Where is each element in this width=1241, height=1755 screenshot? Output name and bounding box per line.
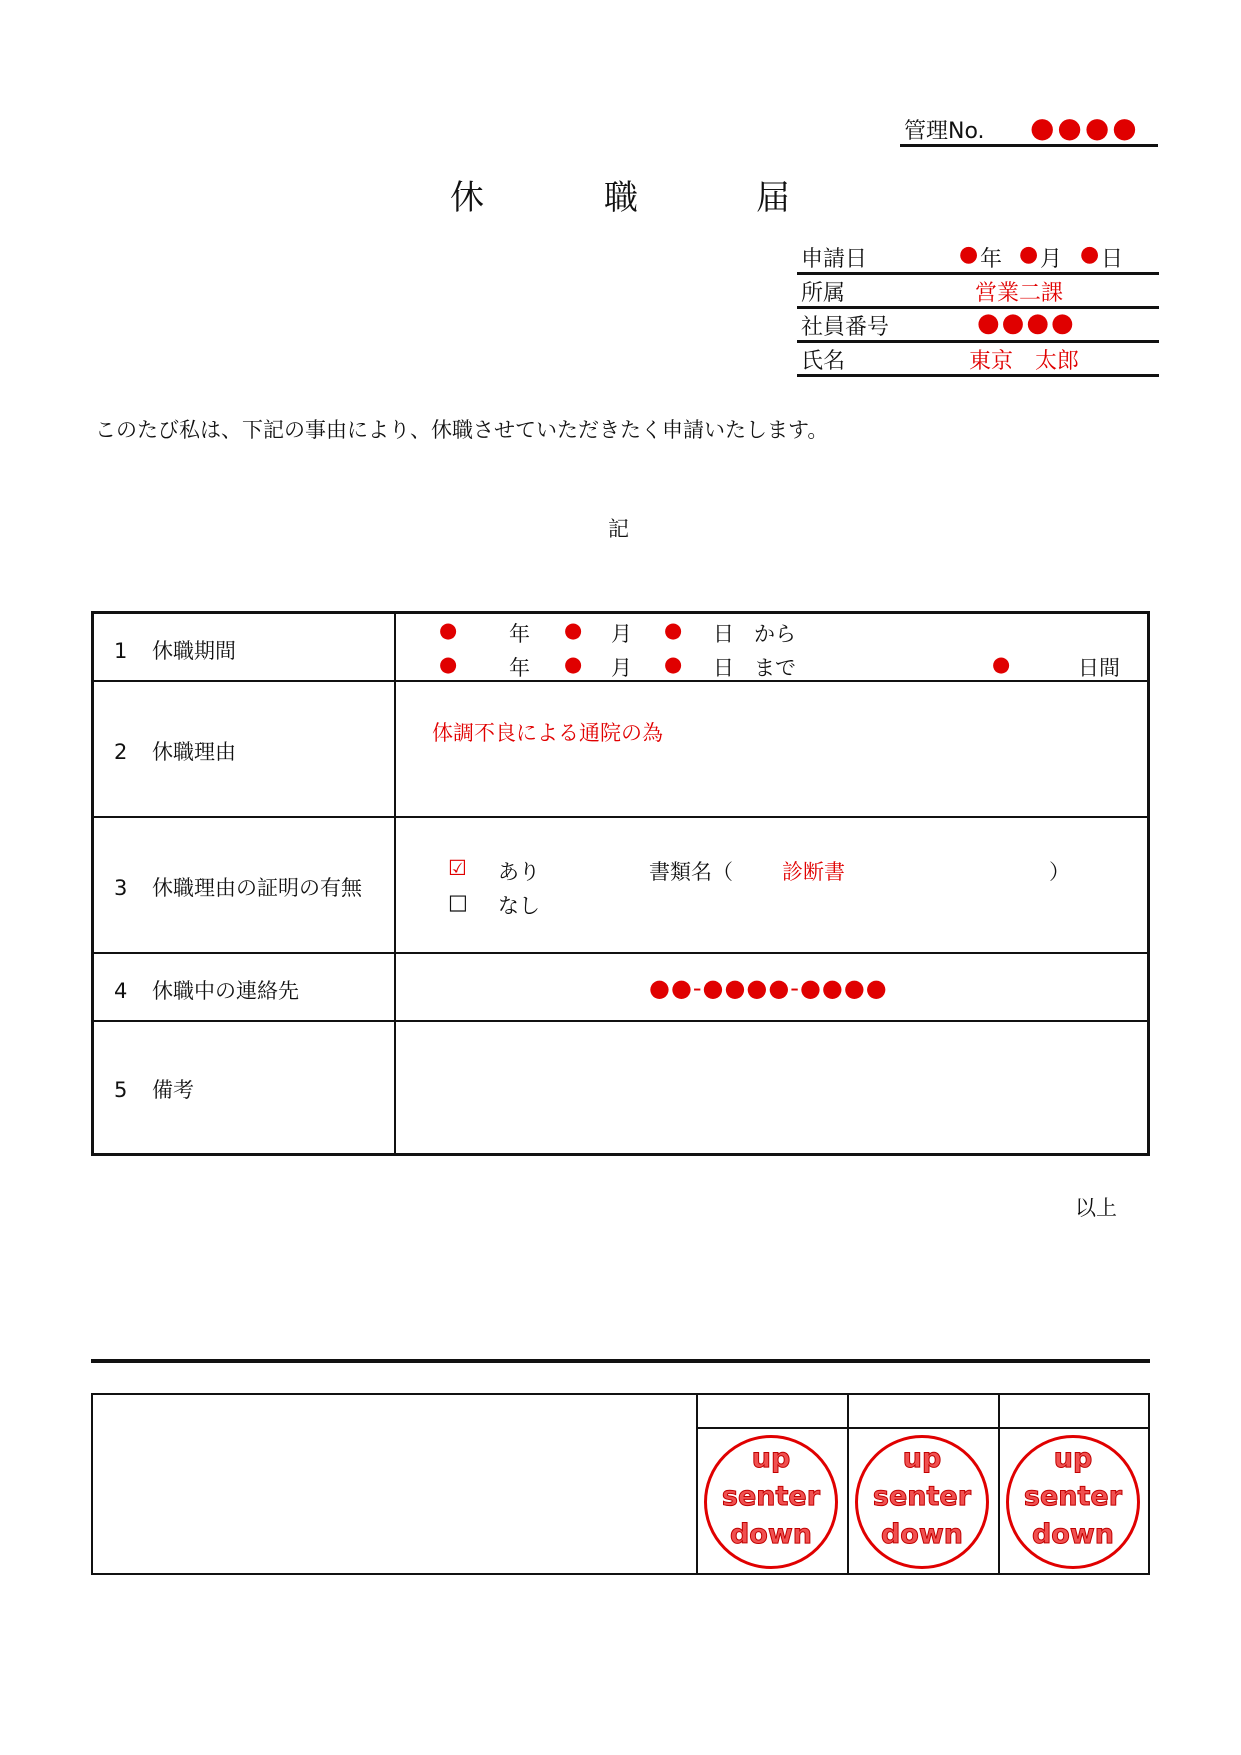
management-number-label: 管理No. <box>904 119 985 144</box>
approval-stamp: up senter down <box>704 1435 838 1569</box>
table-row-proof <box>94 818 1147 954</box>
from-month-dot: ● <box>564 618 583 642</box>
proof-no-label: なし <box>498 894 540 918</box>
department-value: 営業二課 <box>975 281 1064 306</box>
to-month-dot: ● <box>564 652 583 676</box>
day-dot: ● <box>1080 242 1100 267</box>
remarks-label: 5 備考 <box>114 1078 194 1102</box>
document-name-close: ） <box>1049 860 1070 884</box>
title-char: 職 <box>604 178 638 218</box>
days-dot: ● <box>992 652 1011 676</box>
info-department <box>797 274 1159 309</box>
closing-text: 以上 <box>1075 1196 1117 1220</box>
title-char: 届 <box>756 178 790 218</box>
table-row-reason <box>94 682 1147 818</box>
divider-line <box>91 1359 1150 1363</box>
leave-details-table <box>91 611 1150 1156</box>
management-number-value: ●●●● <box>1030 111 1140 144</box>
day-label: 日 <box>1101 247 1124 272</box>
period-label: 1 休職期間 <box>114 639 236 663</box>
month-dot: ● <box>1019 242 1039 267</box>
to-day-dot: ● <box>664 652 683 676</box>
approval-column <box>696 1395 847 1573</box>
contact-value: ●●-●●●●-●●●● <box>649 974 888 1002</box>
table-row-contact <box>94 954 1147 1022</box>
from-year-dot: ● <box>439 618 458 642</box>
month-label: 月 <box>1040 247 1063 272</box>
name-value: 東京 太郎 <box>969 349 1080 374</box>
row-label-cell <box>94 954 396 1020</box>
document-name-label: 書類名（ <box>649 860 733 884</box>
approval-stamp: up senter down <box>1006 1435 1140 1569</box>
to-day-label: 日 <box>713 656 734 680</box>
management-number <box>900 112 1158 147</box>
proof-yes-label: あり <box>498 860 540 884</box>
proof-yes-checkbox[interactable]: ☑ <box>448 856 467 880</box>
to-month-label: 月 <box>611 656 632 680</box>
approval-column-header <box>698 1395 847 1429</box>
reason-label: 2 休職理由 <box>114 740 236 764</box>
application-date-label: 申請日 <box>801 247 868 272</box>
approval-stamp: up senter down <box>855 1435 989 1569</box>
contact-label: 4 休職中の連絡先 <box>114 979 299 1003</box>
title-char: 休 <box>450 178 484 218</box>
row-label-cell <box>94 818 396 952</box>
to-year-dot: ● <box>439 652 458 676</box>
intro-text: このたび私は、下記の事由により、休職させていただきたく申請いたします。 <box>95 418 829 442</box>
from-suffix: から <box>754 622 796 646</box>
ki-heading: 記 <box>608 517 629 541</box>
document-name-value: 診断書 <box>782 860 845 884</box>
row-label-cell <box>94 614 396 680</box>
approval-column-header <box>849 1395 998 1429</box>
table-row-period <box>94 614 1147 682</box>
proof-label: 3 休職理由の証明の有無 <box>114 876 362 900</box>
name-label: 氏名 <box>801 349 846 374</box>
employee-number-label: 社員番号 <box>801 315 890 340</box>
page-title <box>0 170 1241 220</box>
approval-column <box>998 1395 1149 1573</box>
proof-no-checkbox[interactable]: □ <box>448 890 468 914</box>
from-day-label: 日 <box>713 622 734 646</box>
info-name <box>797 342 1159 377</box>
to-year-label: 年 <box>509 656 530 680</box>
table-row-remarks <box>94 1022 1147 1153</box>
approval-column <box>847 1395 998 1573</box>
approval-table <box>91 1393 1150 1575</box>
to-suffix: まで <box>754 656 796 680</box>
days-label: 日間 <box>1078 656 1120 680</box>
row-label-cell <box>94 1022 396 1153</box>
info-application-date <box>797 240 1159 275</box>
year-label: 年 <box>980 247 1003 272</box>
year-dot: ● <box>959 242 979 267</box>
approval-column-header <box>1000 1395 1149 1429</box>
from-year-label: 年 <box>509 622 530 646</box>
from-month-label: 月 <box>611 622 632 646</box>
employee-number-value: ●●●● <box>977 308 1076 338</box>
from-day-dot: ● <box>664 618 683 642</box>
reason-value: 体調不良による通院の為 <box>432 721 663 745</box>
row-label-cell <box>94 682 396 816</box>
info-employee-number <box>797 308 1159 343</box>
department-label: 所属 <box>801 281 846 306</box>
